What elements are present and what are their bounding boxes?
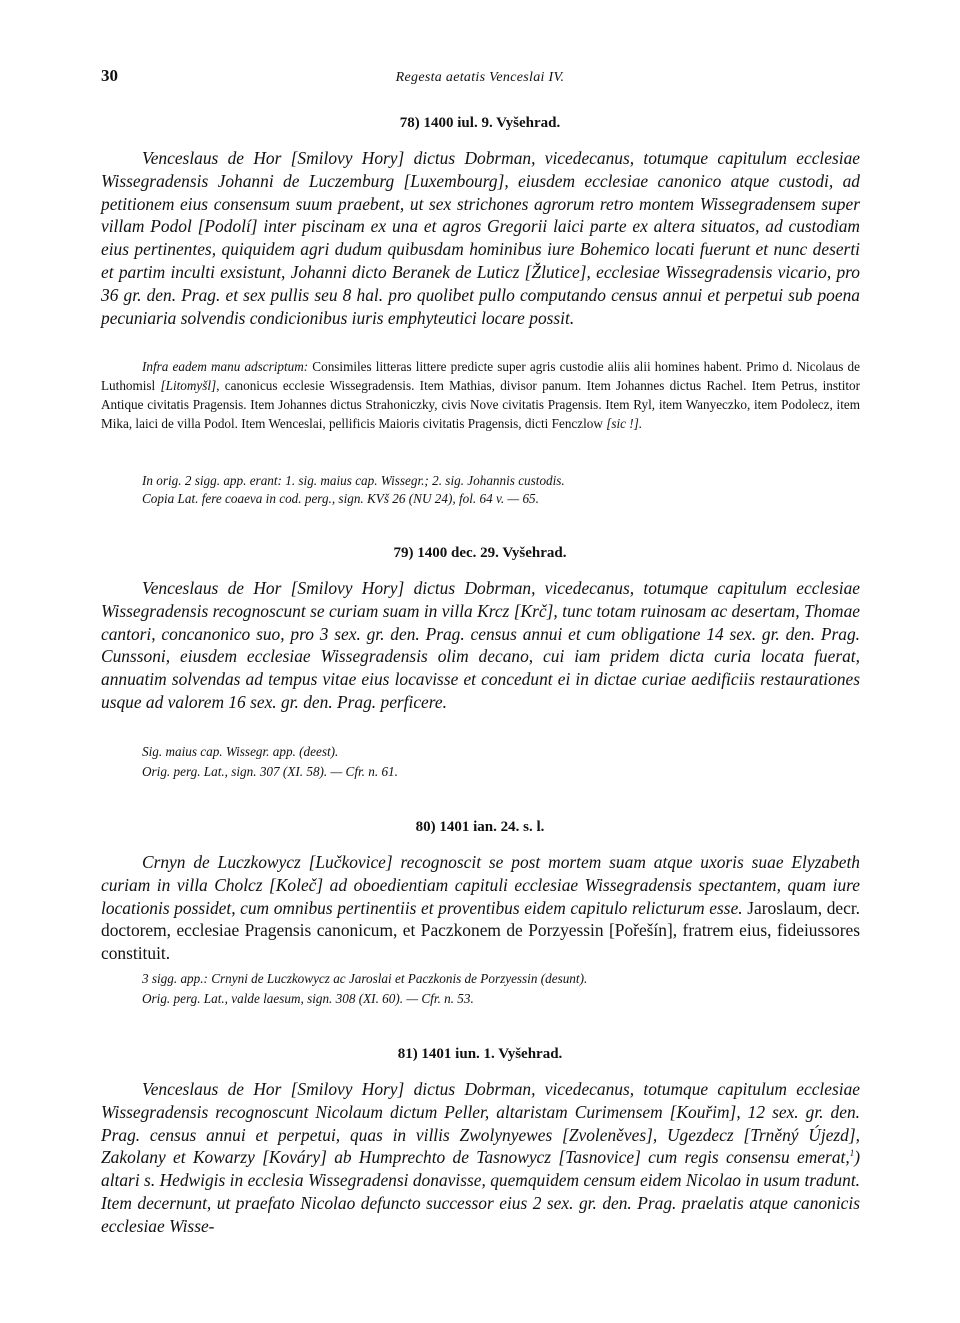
- entry-81-heading: 81) 1401 iun. 1. Vyšehrad.: [397, 1046, 563, 1062]
- note-text: Consimiles litteras littere predicte super agris custodie aliis alii homines habent. Primo d. Nicolaus de Luthomisl: [101, 359, 860, 393]
- entry-80-heading: 80) 1401 ian. 24. s. l.: [415, 819, 545, 835]
- entry-78-source-1: In orig. 2 sigg. app. erant: 1. sig. maius cap. Wissegr.; 2. sig. Johannis custodis.: [142, 473, 565, 488]
- entry-78-text: Venceslaus de Hor [Smilovy Hory] dictus Dobrman, vicedecanus, totumque capitulum ecclesiae Wissegradensis Johanni de Luczemburg [Luxembourg], eiusdem ecclesiae canonico atque custodi, ad petitionem eius consensum suum praebent, ut sex strichones agrorum retro montem Wissegradensem super villam Podol [Podolí] inter piscinam ex una et agros Gregorii laici parte ex altera situatos, ad custodiam eius pertinentes, quiquidem agri dudum quibusdam hominibus iure Bohemico locati fuerunt et nunc deserti et partim inculti exsistunt, Johanni dicto Beranek de Luticz [Žlutice], ecclesiae Wissegradensis vicario, pro 36 gr. den. Prag. et sex pullis seu 8 hal. pro quolibet pullo computando census annui et perpetui sub poena pecuniaria solvendis condicionibus iuris emphyteutici locare possit.: [101, 148, 860, 328]
- entry-80-text: [101, 851, 860, 965]
- entry-78-source-2: Copia Lat. fere coaeva in cod. perg., sign. KVš 26 (NU 24), fol. 64 v. — 65.: [142, 491, 539, 506]
- running-title: Regesta aetatis Venceslai IV.: [395, 70, 565, 85]
- footnote-marker: 1: [849, 1148, 855, 1159]
- entry-81-text-a: Venceslaus de Hor [Smilovy Hory] dictus Dobrman, vicedecanus, totumque capitulum ecclesiae Wissegradensis recognoscunt Nicolaum dictum Peller, altaristam Curimensem [Kouřim], 12 sex. gr. den. Prag. census annui et perpetui, quas in villis Zwolynyewes [Zvoleněves], Ugezdecz [Trněný Újezd], Zakolany et Kowarzy [Kováry] ab Humprechto de Tasnowycz [Tasnovice] cum regis consensu emerat,: [101, 1079, 860, 1168]
- entry-80-source-1: 3 sigg. app.: Crnyni de Luczkowycz ac Jaroslai et Paczkonis de Porzyessin (desunt).: [142, 971, 588, 986]
- entry-80-source-2: Orig. perg. Lat., valde laesum, sign. 308 (XI. 60). — Cfr. n. 53.: [142, 991, 474, 1006]
- note-sic: [sic !].: [606, 416, 643, 431]
- entry-78-note: [101, 357, 860, 433]
- entry-79-heading: 79) 1400 dec. 29. Vyšehrad.: [393, 545, 567, 561]
- entry-80-text-b: Jaroslaum, decr. doctorem, ecclesiae Pragensis canonicum, et Paczkonem de Porzyessin [Pořešín], fratrem eius, fideiussores constituit.: [101, 897, 860, 964]
- page-number: 30: [101, 66, 118, 85]
- entry-79-source-2: Orig. perg. Lat., sign. 307 (XI. 58). — Cfr. n. 61.: [142, 764, 398, 779]
- entry-81-text-b: ) altari s. Hedwigis in ecclesia Wissegradensi donavisse, quemquidem censum eidem Nicolao in usum tradunt. Item decernunt, ut praefato Nicolao defuncto successor eius 2 sex. gr. den. Prag. praelatis atque canonicis ecclesiae Wisse-: [101, 1147, 860, 1236]
- note-place: [Litomyšl]: [160, 378, 217, 393]
- note-text-2: , canonicus ecclesie Wissegradensis. Item Mathias, divisor panum. Item Johannes dictus Rachel. Item Petrus, institor Antique civitatis Pragensis. Item Johannes dictus Strahoniczky, civis Nove civitatis Pragensis. Item Ryl, item Wanyeczko, item Podolecz, item Mika, laici de villa Podol. Item Wenceslai, pellificis Maioris civitatis Pragensis, dicti Fenczlow: [101, 378, 861, 431]
- note-lead: Infra eadem manu adscriptum:: [142, 359, 309, 374]
- entry-80-text-a: Crnyn de Luczkowycz [Lučkovice] recognoscit se post mortem suam atque uxoris suae Elyzabeth curiam in villa Cholcz [Koleč] ad oboedientiam capituli ecclesiae Wissegradensis spectantem, quam iure locationis possidet, cum omnibus pertinentiis et proventibus eidem capitulo relicturum esse.: [101, 852, 860, 918]
- entry-81-text: [101, 1078, 860, 1238]
- entry-79-source-1: Sig. maius cap. Wissegr. app. (deest).: [142, 744, 339, 759]
- entry-79-text: Venceslaus de Hor [Smilovy Hory] dictus Dobrman, vicedecanus, totumque capitulum ecclesiae Wissegradensis recognoscunt se curiam suam in villa Krcz [Krč], tunc totam ruinosam ac desertam, Thomae cantori, concanonico suo, pro 3 sex. gr. den. Prag. census annui et cum obligatione 14 sex. gr. den. Prag. Cunssoni, eiusdem ecclesiae Wissegradensis olim decano, cui iam pridem dicta curia locata fuerat, annuatim solvendas ad tempus vitae eius locavisse et concedunt ei in dictae curiae aedificiis restaurationes usque ad valorem 16 sex. gr. den. Prag. perficere.: [101, 578, 860, 712]
- entry-78-heading: 78) 1400 iul. 9. Vyšehrad.: [399, 115, 561, 131]
